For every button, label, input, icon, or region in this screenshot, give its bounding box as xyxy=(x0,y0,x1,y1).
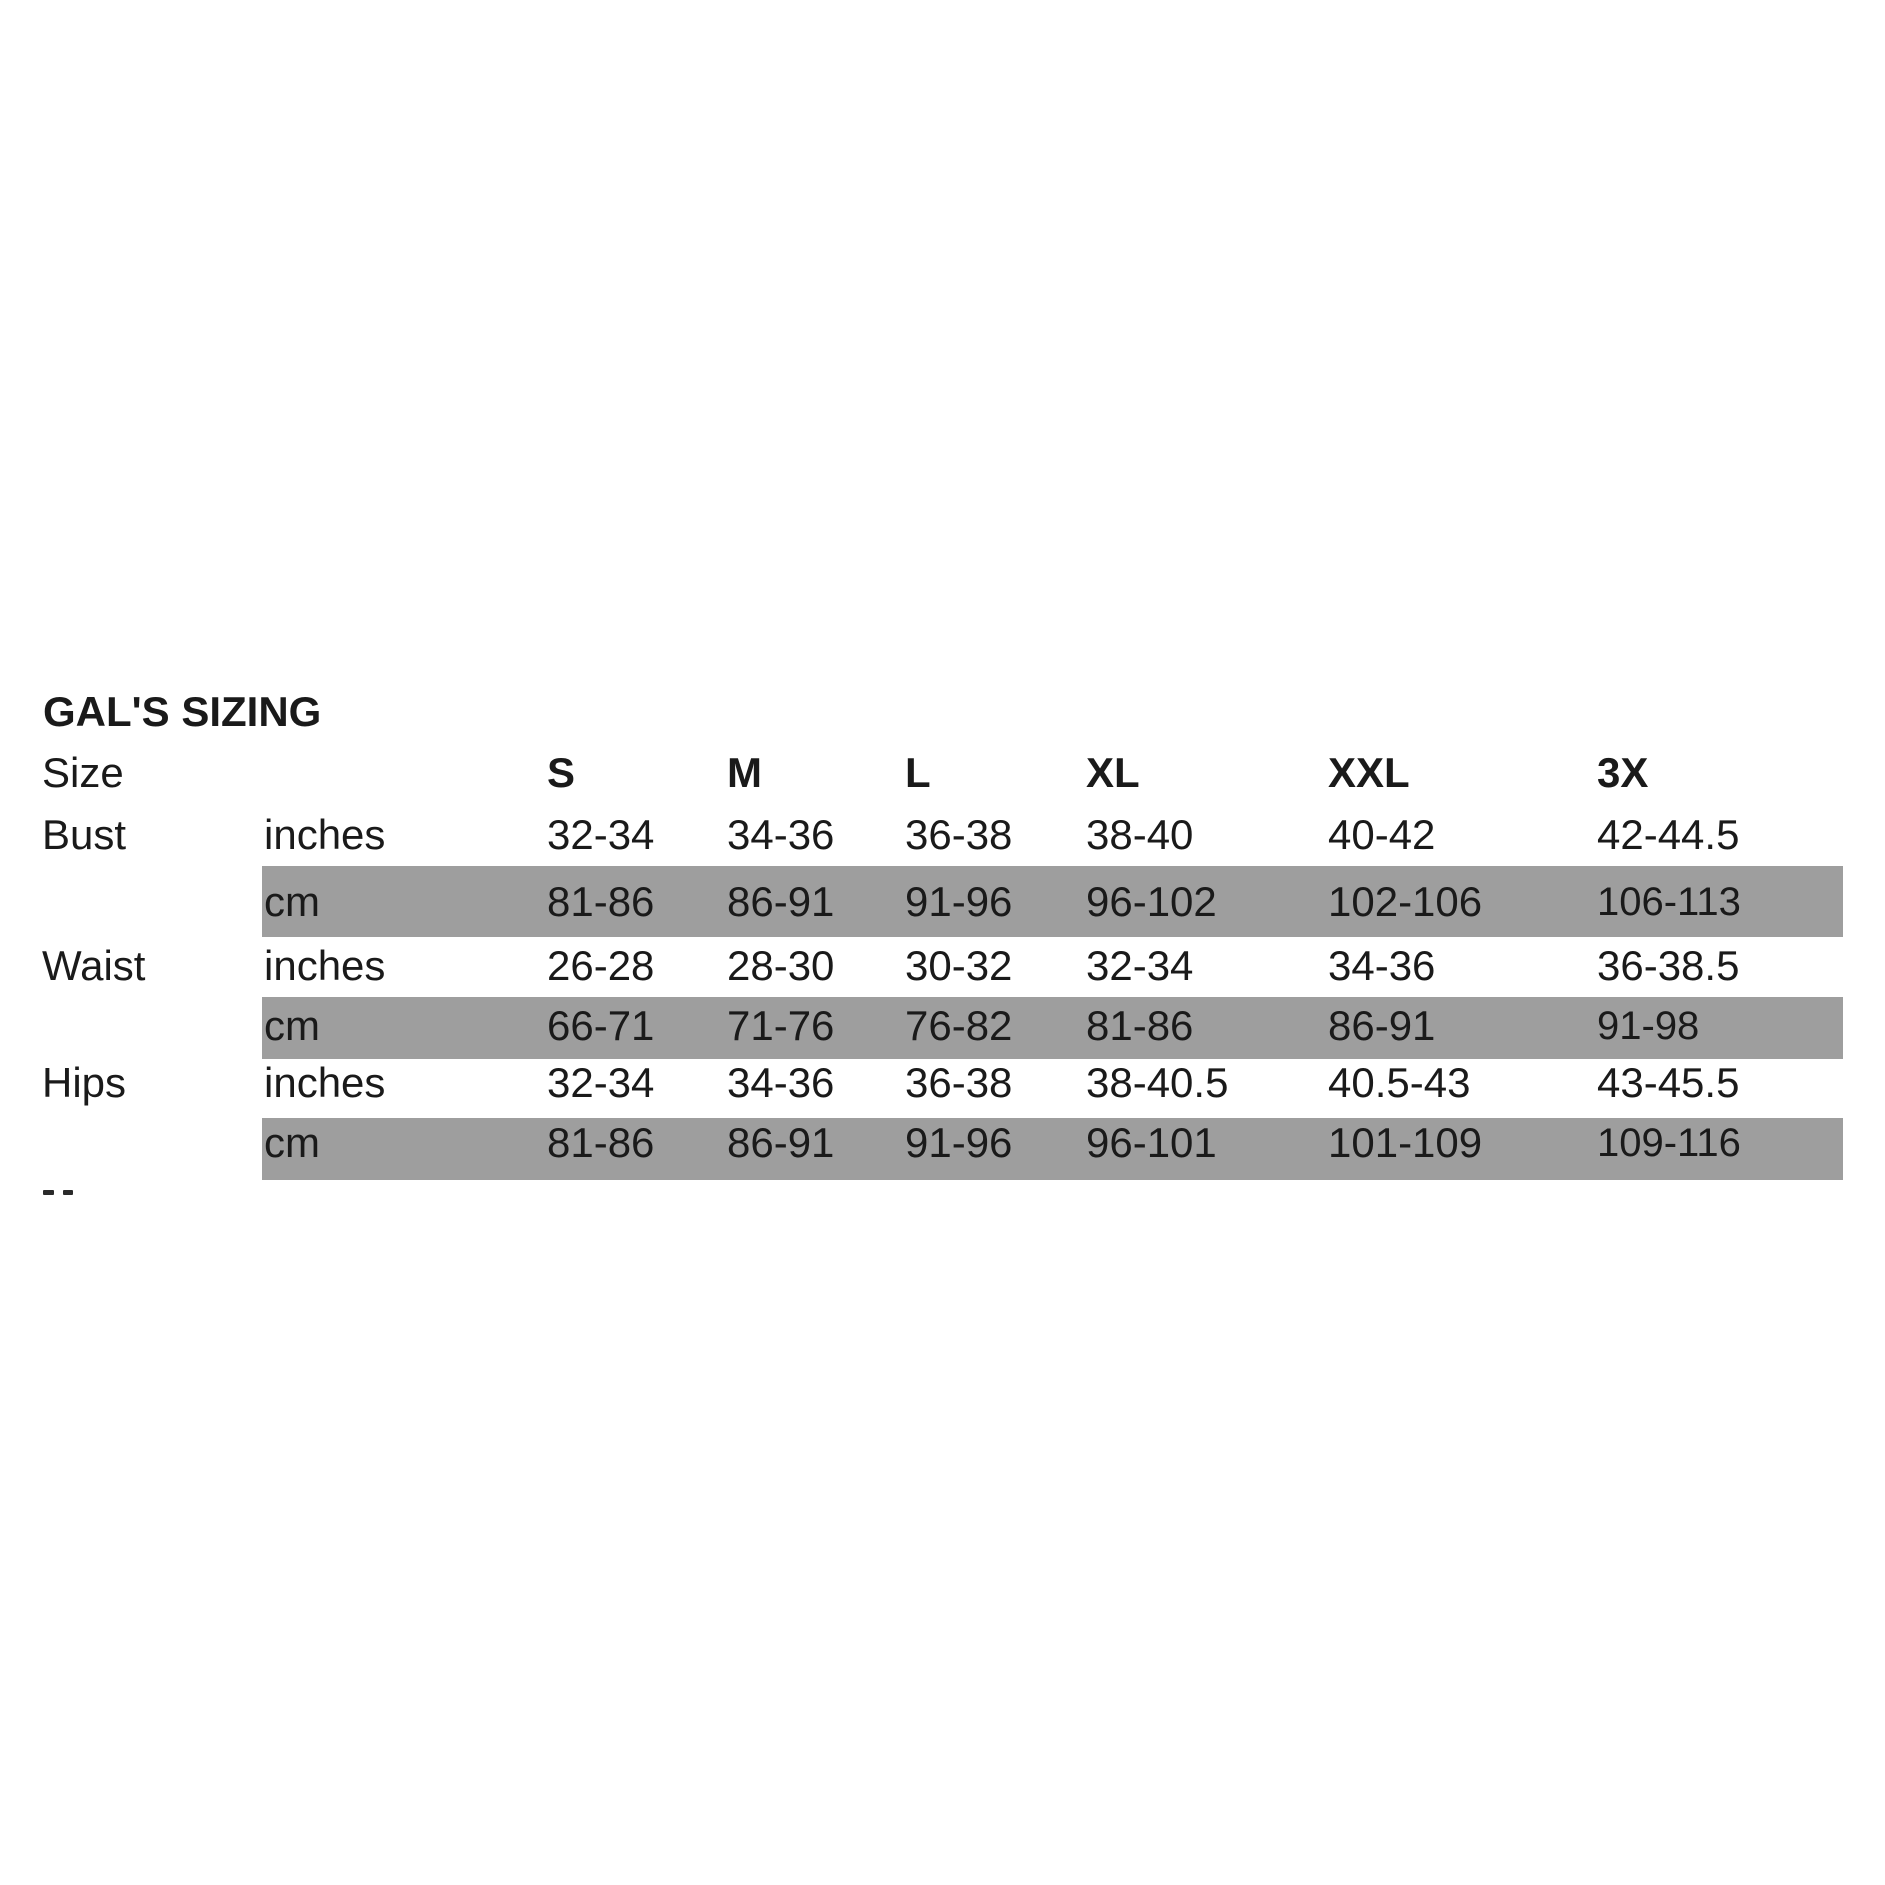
size-header-3x: 3X xyxy=(1597,749,1649,796)
cell-hips-inches-s: 32-34 xyxy=(547,1059,655,1106)
size-header-xl: XL xyxy=(1086,749,1140,796)
cell-bust-inches-3x: 42-44.5 xyxy=(1597,811,1740,858)
cell-bust-cm-s: 81-86 xyxy=(547,878,655,925)
cell-waist-cm-s: 66-71 xyxy=(547,1002,655,1049)
hips-cm-row xyxy=(0,1117,1885,1169)
cell-hips-cm-xl: 96-101 xyxy=(1086,1119,1217,1166)
bust-inches-row xyxy=(0,809,1885,861)
cell-bust-cm-m: 86-91 xyxy=(727,878,835,925)
cell-bust-cm-xl: 96-102 xyxy=(1086,878,1217,925)
unit-label-cm: cm xyxy=(264,1002,320,1049)
measure-label-hips: Hips xyxy=(42,1059,127,1106)
cell-hips-inches-l: 36-38 xyxy=(905,1059,1013,1106)
cell-bust-inches-l: 36-38 xyxy=(905,811,1013,858)
measure-label-waist: Waist xyxy=(42,942,146,989)
cell-hips-inches-xxl: 40.5-43 xyxy=(1328,1059,1471,1106)
cell-hips-cm-l: 91-96 xyxy=(905,1119,1013,1166)
cell-bust-cm-l: 91-96 xyxy=(905,878,1013,925)
size-header-m: M xyxy=(727,749,762,796)
unit-label-inches: inches xyxy=(264,811,386,858)
waist-inches-row xyxy=(0,940,1885,992)
cell-waist-cm-l: 76-82 xyxy=(905,1002,1013,1049)
cell-hips-cm-xxl: 101-109 xyxy=(1328,1119,1483,1166)
unit-label-inches: inches xyxy=(264,1059,386,1106)
measure-label-bust: Bust xyxy=(42,811,127,858)
cell-hips-cm-s: 81-86 xyxy=(547,1119,655,1166)
cell-bust-cm-xxl: 102-106 xyxy=(1328,878,1483,925)
cell-waist-inches-m: 28-30 xyxy=(727,942,835,989)
cell-waist-inches-3x: 36-38.5 xyxy=(1597,942,1740,989)
artifact-mark xyxy=(63,1190,73,1195)
unit-label-inches: inches xyxy=(264,942,386,989)
size-header-xxl: XXL xyxy=(1328,749,1410,796)
cell-hips-inches-xl: 38-40.5 xyxy=(1086,1059,1229,1106)
cell-bust-cm-3x: 106-113 xyxy=(1597,880,1741,924)
cell-hips-cm-3x: 109-116 xyxy=(1597,1121,1741,1165)
cell-hips-inches-m: 34-36 xyxy=(727,1059,835,1106)
cell-hips-inches-3x: 43-45.5 xyxy=(1597,1059,1740,1106)
size-header-row xyxy=(0,747,1885,799)
waist-cm-row xyxy=(0,1000,1885,1052)
cell-waist-cm-m: 71-76 xyxy=(727,1002,835,1049)
cell-waist-inches-l: 30-32 xyxy=(905,942,1013,989)
cell-bust-inches-xl: 38-40 xyxy=(1086,811,1194,858)
cell-bust-inches-xxl: 40-42 xyxy=(1328,811,1436,858)
size-corner-label: Size xyxy=(42,749,124,796)
cell-bust-inches-s: 32-34 xyxy=(547,811,655,858)
cell-waist-inches-s: 26-28 xyxy=(547,942,655,989)
bust-cm-row xyxy=(0,876,1885,928)
cell-waist-cm-xxl: 86-91 xyxy=(1328,1002,1436,1049)
cell-hips-cm-m: 86-91 xyxy=(727,1119,835,1166)
size-header-l: L xyxy=(905,749,931,796)
unit-label-cm: cm xyxy=(264,1119,320,1166)
size-header-s: S xyxy=(547,749,576,796)
cell-waist-cm-3x: 91-98 xyxy=(1597,1004,1700,1048)
artifact-mark xyxy=(43,1190,54,1195)
hips-inches-row xyxy=(0,1057,1885,1109)
cell-waist-inches-xl: 32-34 xyxy=(1086,942,1194,989)
chart-title: GAL'S SIZING xyxy=(43,688,322,735)
cell-bust-inches-m: 34-36 xyxy=(727,811,835,858)
unit-label-cm: cm xyxy=(264,878,320,925)
cell-waist-cm-xl: 81-86 xyxy=(1086,1002,1194,1049)
cell-waist-inches-xxl: 34-36 xyxy=(1328,942,1436,989)
